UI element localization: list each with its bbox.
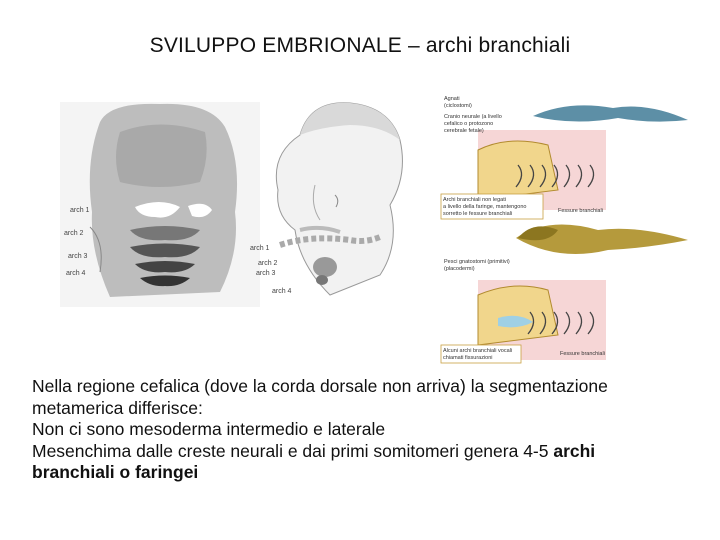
mid-note-3: sorretto le fessure branchiali	[443, 211, 513, 217]
mid-arch-label-1: arch 1	[250, 245, 270, 252]
body-paragraph	[32, 376, 702, 484]
left-arch-label-4: arch 4	[66, 270, 86, 277]
left-arch-label-3: arch 3	[68, 253, 88, 260]
left-arch-label-2: arch 2	[64, 230, 84, 237]
paragraph-line-4	[32, 441, 702, 463]
mid-arch-label-2: arch 2	[258, 260, 278, 267]
paragraph-line-3: Non ci sono mesoderma intermedio e laterale	[32, 419, 386, 439]
bottom-note-2: chiamati fissurazioni	[443, 355, 493, 361]
paragraph-line-4-bold: archi	[553, 440, 596, 461]
top-note-2: cefalico o protozono	[444, 121, 494, 127]
paragraph-line-4-plain: Mesenchima dalle creste neurali e dai primi somitomeri genera 4-5	[32, 440, 554, 461]
paragraph-line-5	[32, 462, 702, 484]
page-title: SVILUPPO EMBRIONALE – archi branchiali	[149, 34, 571, 57]
mid-arch-label-3: arch 3	[256, 270, 276, 277]
gill-arch-evolution-illustration	[438, 90, 700, 368]
bottom-note-1: Alcuni archi branchiali vocali	[443, 348, 513, 354]
left-arch-label-1: arch 1	[70, 207, 90, 214]
lower-species-label: Pesci gnatostomi (primitivi)	[444, 259, 510, 265]
mid-note-2: a livello della faringe, mantengono	[443, 204, 527, 210]
top-note-3: cerebrale fetale)	[444, 128, 484, 134]
head-profile-illustration	[240, 95, 410, 310]
top-species-label: Agnati	[444, 96, 460, 102]
top-note-1: Cranio neurale (a livello	[444, 114, 502, 120]
embryo-arches-illustration	[60, 102, 260, 307]
paragraph-line-1: Nella regione cefalica (dove la corda dorsale non arriva) la segmentazione	[32, 376, 608, 396]
mid-note-1: Archi branchiali non legati	[443, 197, 506, 203]
paragraph-line-5-bold: branchiali o faringei	[32, 462, 199, 482]
paragraph-line-2: metamerica differisce:	[32, 397, 203, 418]
fissure-label: Fessure branchiali	[558, 208, 603, 214]
top-species-sub: (ciclostomi)	[444, 103, 472, 109]
bottom-fissure-label: Fessure branchiali	[560, 351, 605, 357]
mid-arch-label-4: arch 4	[272, 288, 292, 295]
lower-species-sub: (placodermi)	[444, 266, 475, 272]
